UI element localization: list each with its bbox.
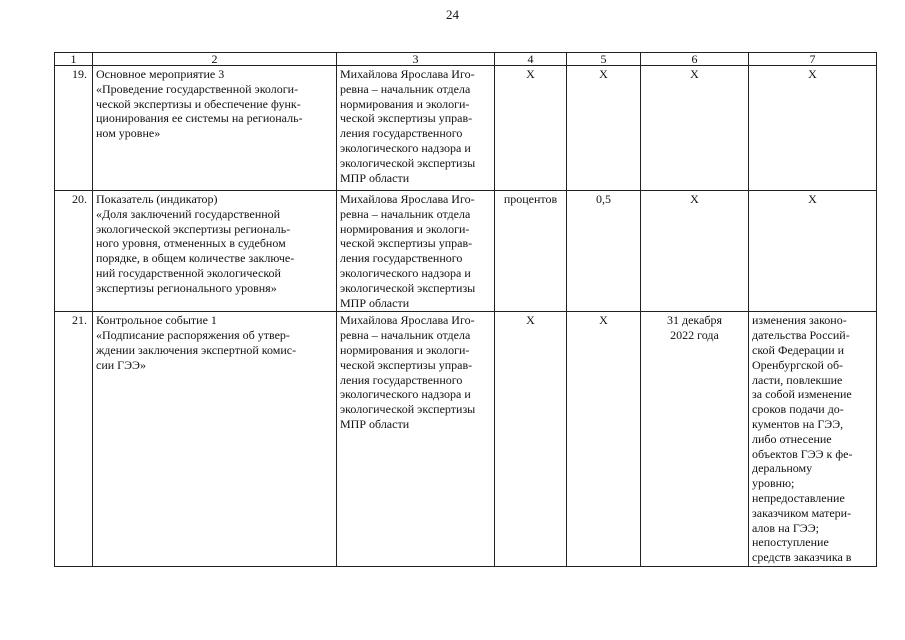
event-name-line: Основное мероприятие 3 [96,67,225,81]
responsible-line: ревна – начальник отдела [340,206,471,221]
header-cell: 7 [749,53,877,66]
page-number: 24 [446,7,459,22]
row-number-cell: 21. [55,312,93,567]
risk-line: за собой изменение [752,387,852,402]
risk-line: Х [808,192,817,206]
event-name-line: экспертизы регионального уровня» [96,280,277,295]
value-cell: Х [567,66,641,191]
event-name-line: ческой экспертизы и обеспечение функ- [96,96,301,111]
event-name-line: сии ГЭЭ» [96,357,146,372]
header-cell: 5 [567,53,641,66]
responsible-line: Михайлова Ярослава Иго- [340,67,475,81]
responsible-cell [337,191,495,312]
deadline-cell [641,66,749,191]
table-header-row [55,53,877,66]
risk-line: непоступление [752,535,829,550]
header-cell: 4 [495,53,567,66]
responsible-line: МПР области [340,170,410,185]
event-name-line: экологической экспертизы региональ- [96,221,291,236]
header-cell: 6 [641,53,749,66]
event-name-line: ционирования ее системы на региональ- [96,111,303,126]
risk-cell [749,66,877,191]
activities-table [54,52,877,567]
responsible-line: ления государственного [340,126,463,141]
responsible-line: нормирования и экологи- [340,96,470,111]
responsible-line: ления государственного [340,251,463,266]
event-name-line: «Проведение государственной экологи- [96,81,299,96]
responsible-line: экологической экспертизы [340,402,476,417]
responsible-line: МПР области [340,295,410,310]
header-cell: 3 [337,53,495,66]
risk-line: ской Федерации и [752,342,845,357]
event-name-cell [93,191,337,312]
event-name-line: ждении заключения экспертной комис- [96,342,297,357]
deadline-cell [641,312,749,567]
risk-line: Оренбургской об- [752,357,844,372]
risk-line: дательства Россий- [752,328,850,343]
risk-line: сроков подачи до- [752,402,844,417]
responsible-line: нормирования и экологи- [340,342,470,357]
deadline-line: Х [690,192,699,206]
responsible-line: ревна – начальник отдела [340,328,471,343]
event-name-line: «Доля заключений государственной [96,206,281,221]
risk-cell [749,312,877,567]
responsible-line: экологической экспертизы [340,280,476,295]
responsible-line: экологического надзора и [340,140,471,155]
risk-line: ласти, повлекшие [752,372,843,387]
unit-cell: процентов [495,191,567,312]
unit-cell: Х [495,66,567,191]
responsible-line: ревна – начальник отдела [340,81,471,96]
responsible-line: ления государственного [340,372,463,387]
responsible-line: Михайлова Ярослава Иго- [340,313,475,328]
risk-line: алов на ГЭЭ; [752,520,819,535]
deadline-line: 2022 года [670,328,719,343]
table-row [55,191,877,312]
event-name-line: ного уровня, отмененных в судебном [96,236,286,251]
value-cell: Х [567,312,641,567]
responsible-line: МПР области [340,416,410,431]
risk-line: уровню; [752,476,795,491]
responsible-cell [337,312,495,567]
event-name-cell [93,312,337,567]
row-number-cell: 20. [55,191,93,312]
responsible-line: экологического надзора и [340,387,471,402]
risk-cell [749,191,877,312]
risk-line: средств заказчика в [752,550,852,565]
responsible-cell [337,66,495,191]
deadline-cell [641,191,749,312]
responsible-line: нормирования и экологи- [340,221,470,236]
deadline-line: Х [690,67,699,81]
responsible-line: экологического надзора и [340,265,471,280]
event-name-line: ном уровне» [96,126,161,141]
row-number-cell: 19. [55,66,93,191]
responsible-line: ческой экспертизы управ- [340,236,473,251]
table-row [55,66,877,191]
header-cell: 1 [55,53,93,66]
header-cell: 2 [93,53,337,66]
risk-line: Х [808,67,817,81]
unit-cell: Х [495,312,567,567]
event-name-line: Контрольное событие 1 [96,313,217,328]
responsible-line: ческой экспертизы управ- [340,357,473,372]
deadline-line: 31 декабря [666,313,723,328]
responsible-line: ческой экспертизы управ- [340,111,473,126]
table-row [55,312,877,567]
risk-line: деральному [752,461,813,476]
risk-line: непредоставление [752,490,845,505]
event-name-line: «Подписание распоряжения об утвер- [96,328,290,343]
risk-line: либо отнесение [752,431,832,446]
risk-line: заказчиком матери- [752,505,852,520]
event-name-cell [93,66,337,191]
responsible-line: Михайлова Ярослава Иго- [340,192,475,206]
risk-line: изменения законо- [752,313,847,328]
risk-line: объектов ГЭЭ к фе- [752,446,853,461]
event-name-line: Показатель (индикатор) [96,192,218,206]
responsible-line: экологической экспертизы [340,155,476,170]
event-name-line: порядке, в общем количестве заключе- [96,251,295,266]
event-name-line: ний государственной экологической [96,265,281,280]
risk-line: кументов на ГЭЭ, [752,416,844,431]
value-cell: 0,5 [567,191,641,312]
